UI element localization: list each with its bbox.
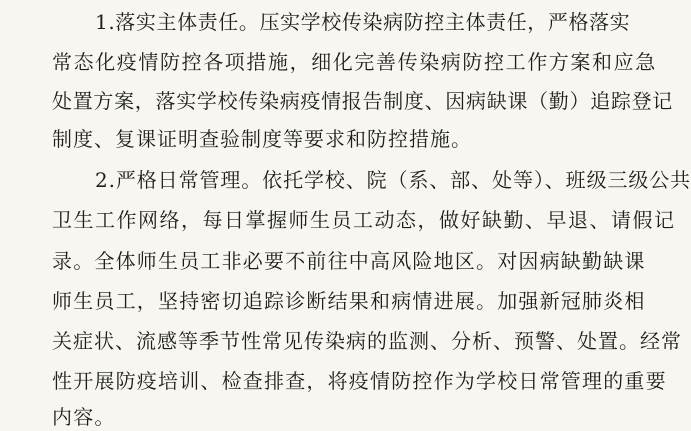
text-line: 2.严格日常管理。依托学校、院（系、部、处等）、班级三级公共 [95,168,691,192]
text-line: 关症状、流感等季节性常见传染病的监测、分析、预警、处置。经常 [52,329,682,353]
text-line: 1.落实主体责任。压实学校传染病防控主体责任，严格落实 [95,10,631,34]
text-line: 性开展防疫培训、检查排查，将疫情防控作为学校日常管理的重要 [52,369,667,393]
text-line: 师生员工，坚持密切追踪诊断结果和病情进展。加强新冠肺炎相 [52,289,646,313]
text-line: 内容。 [52,405,116,429]
text-line: 处置方案，落实学校传染病疫情报告制度、因病缺课（勤）追踪登记 [52,89,673,113]
text-line: 制度、复课证明查验制度等要求和防控措施。 [52,127,472,151]
text-line: 卫生工作网络，每日掌握师生员工动态，做好缺勤、早退、请假记 [52,208,676,232]
text-line: 常态化疫情防控各项措施，细化完善传染病防控工作方案和应急 [52,50,657,74]
text-line: 录。全体师生员工非必要不前往中高风险地区。对因病缺勤缺课 [52,249,646,273]
